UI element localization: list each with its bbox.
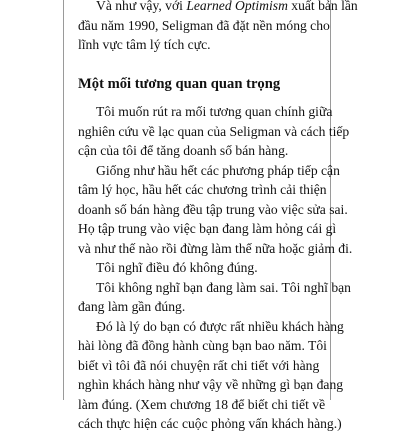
section-heading: Một mối tương quan quan trọng	[78, 76, 281, 92]
intro-line-3: lĩnh vực tâm lý tích cực.	[78, 37, 211, 52]
paragraph-line: Đó là lý do bạn có được rất nhiều khách hàng	[96, 318, 344, 334]
paragraph-line: Tôi nghĩ điều đó không đúng.	[96, 260, 258, 275]
paragraph-line: tâm lý học, hầu hết các chương trình cải thiện	[78, 182, 327, 197]
paragraph-line: doanh số bán hàng đều tập trung vào việc sửa sai.	[78, 201, 348, 217]
body-text	[78, 102, 353, 434]
paragraph-line: nghìn khách hàng như vậy về những gì bạn đang	[78, 377, 344, 392]
paragraph-line: Tôi muốn rút ra mối tương quan chính giữa	[96, 104, 333, 119]
paragraph-line: Tôi không nghĩ bạn đang làm sai. Tôi nghĩ bạn	[96, 279, 351, 295]
paragraph-line: làm đúng. (Xem chương 18 để biết chi tiết về	[78, 396, 326, 412]
intro-paragraph	[78, 0, 358, 55]
intro-line-2: đầu năm 1990, Seligman đã đặt nền móng cho	[78, 17, 330, 33]
paragraph-line: biết vì tôi đã nói chuyện rất chi tiết với hàng	[78, 357, 320, 373]
paragraph-line: cách thực hiện các cuộc phỏng vấn khách hàng.)	[78, 416, 342, 431]
paragraph-line: Giống như hầu hết các phương pháp tiếp cận	[96, 162, 340, 178]
paragraph-line: đang làm gần đúng.	[78, 299, 186, 314]
paragraph-2	[78, 161, 353, 259]
paragraph-line: Họ tập trung vào việc bạn đang làm hỏng cái gì	[78, 221, 337, 236]
book-title: Learned Optimism	[186, 0, 288, 13]
paragraph-line: nghiên cứu về lạc quan của Seligman và cách tiếp	[78, 123, 350, 139]
paragraph-1	[78, 102, 350, 161]
paragraph-line: cận của tôi để tăng doanh số bán hàng.	[78, 143, 289, 158]
paragraph-line: và như thế nào rồi đừng làm thế nữa hoặc giảm đi.	[78, 240, 353, 256]
paragraph-3	[78, 258, 316, 278]
paragraph-4	[78, 278, 351, 317]
intro-line-1: Và như vậy, với Learned Optimism xuất bản lần	[96, 0, 358, 13]
paragraph-5	[78, 317, 344, 434]
paragraph-line: hài lòng đã đồng hành cùng bạn bao năm. Tôi	[78, 338, 327, 353]
